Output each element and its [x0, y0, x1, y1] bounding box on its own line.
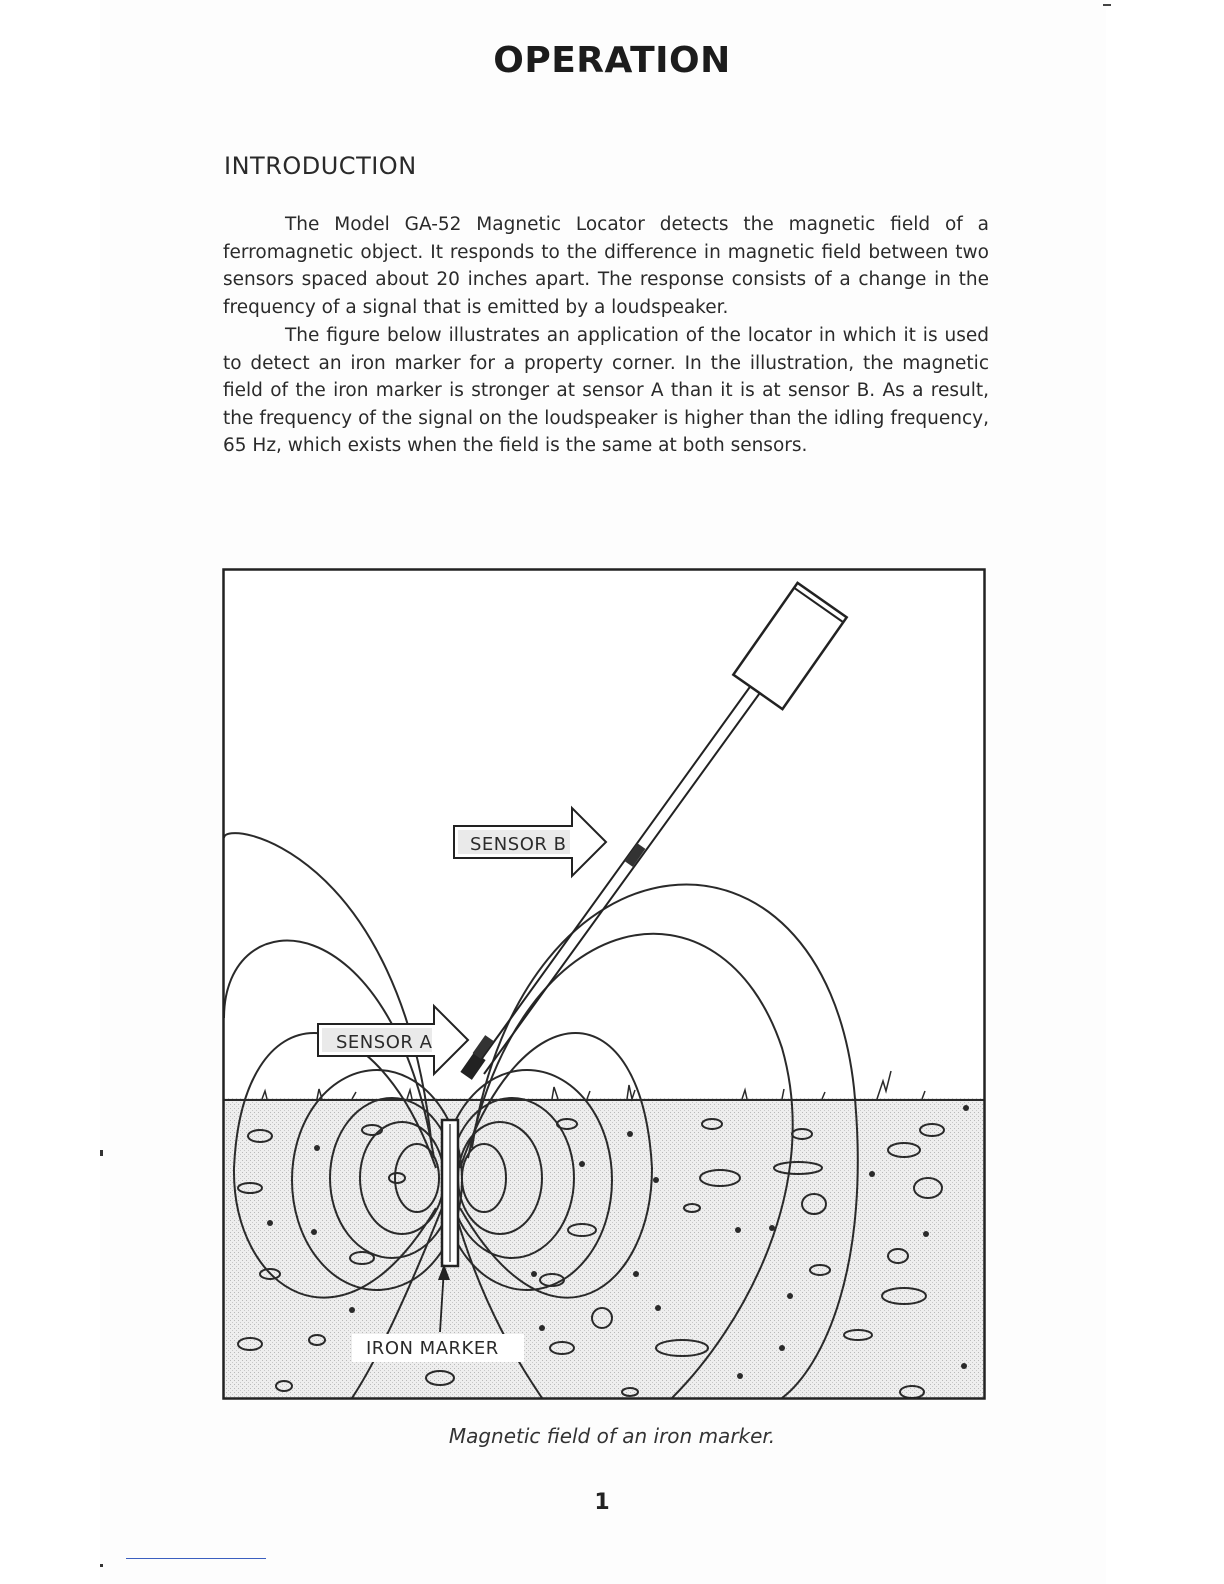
page-title: OPERATION [493, 40, 731, 81]
scan-mark [100, 1150, 103, 1156]
sensor-a-label: SENSOR A [336, 1032, 433, 1053]
body-paragraph: The Model GA-52 Magnetic Locator detects the magnetic field of a ferromagnetic object. It responds to the difference in magnetic field between two sensors spaced about 20 inches apart. The response consists of a change in the frequency of a signal that is emitted by a loudspeaker. [223, 214, 989, 318]
scan-line [126, 1558, 266, 1559]
figure-illustration [222, 568, 986, 1400]
body-paragraph: The figure below illustrates an application of the locator in which it is used to detect an iron marker for a property corner. In the illustration, the magnetic field of the iron marker is stronger at sensor A than it is at sensor B. As a result, the frequency of the signal on the loudspeaker is higher than the idling frequency, 65 Hz, which exists when the field is the same at both sensors. [223, 325, 989, 456]
soil-area [224, 1098, 984, 1398]
scan-mark [1103, 4, 1111, 6]
scan-mark [100, 1564, 103, 1567]
figure-caption: Magnetic field of an iron marker. [448, 1424, 776, 1448]
page-number: 1 [594, 1490, 610, 1515]
section-heading: INTRODUCTION [224, 152, 417, 180]
iron-marker-label: IRON MARKER [366, 1338, 499, 1359]
sensor-b-label: SENSOR B [470, 834, 567, 855]
